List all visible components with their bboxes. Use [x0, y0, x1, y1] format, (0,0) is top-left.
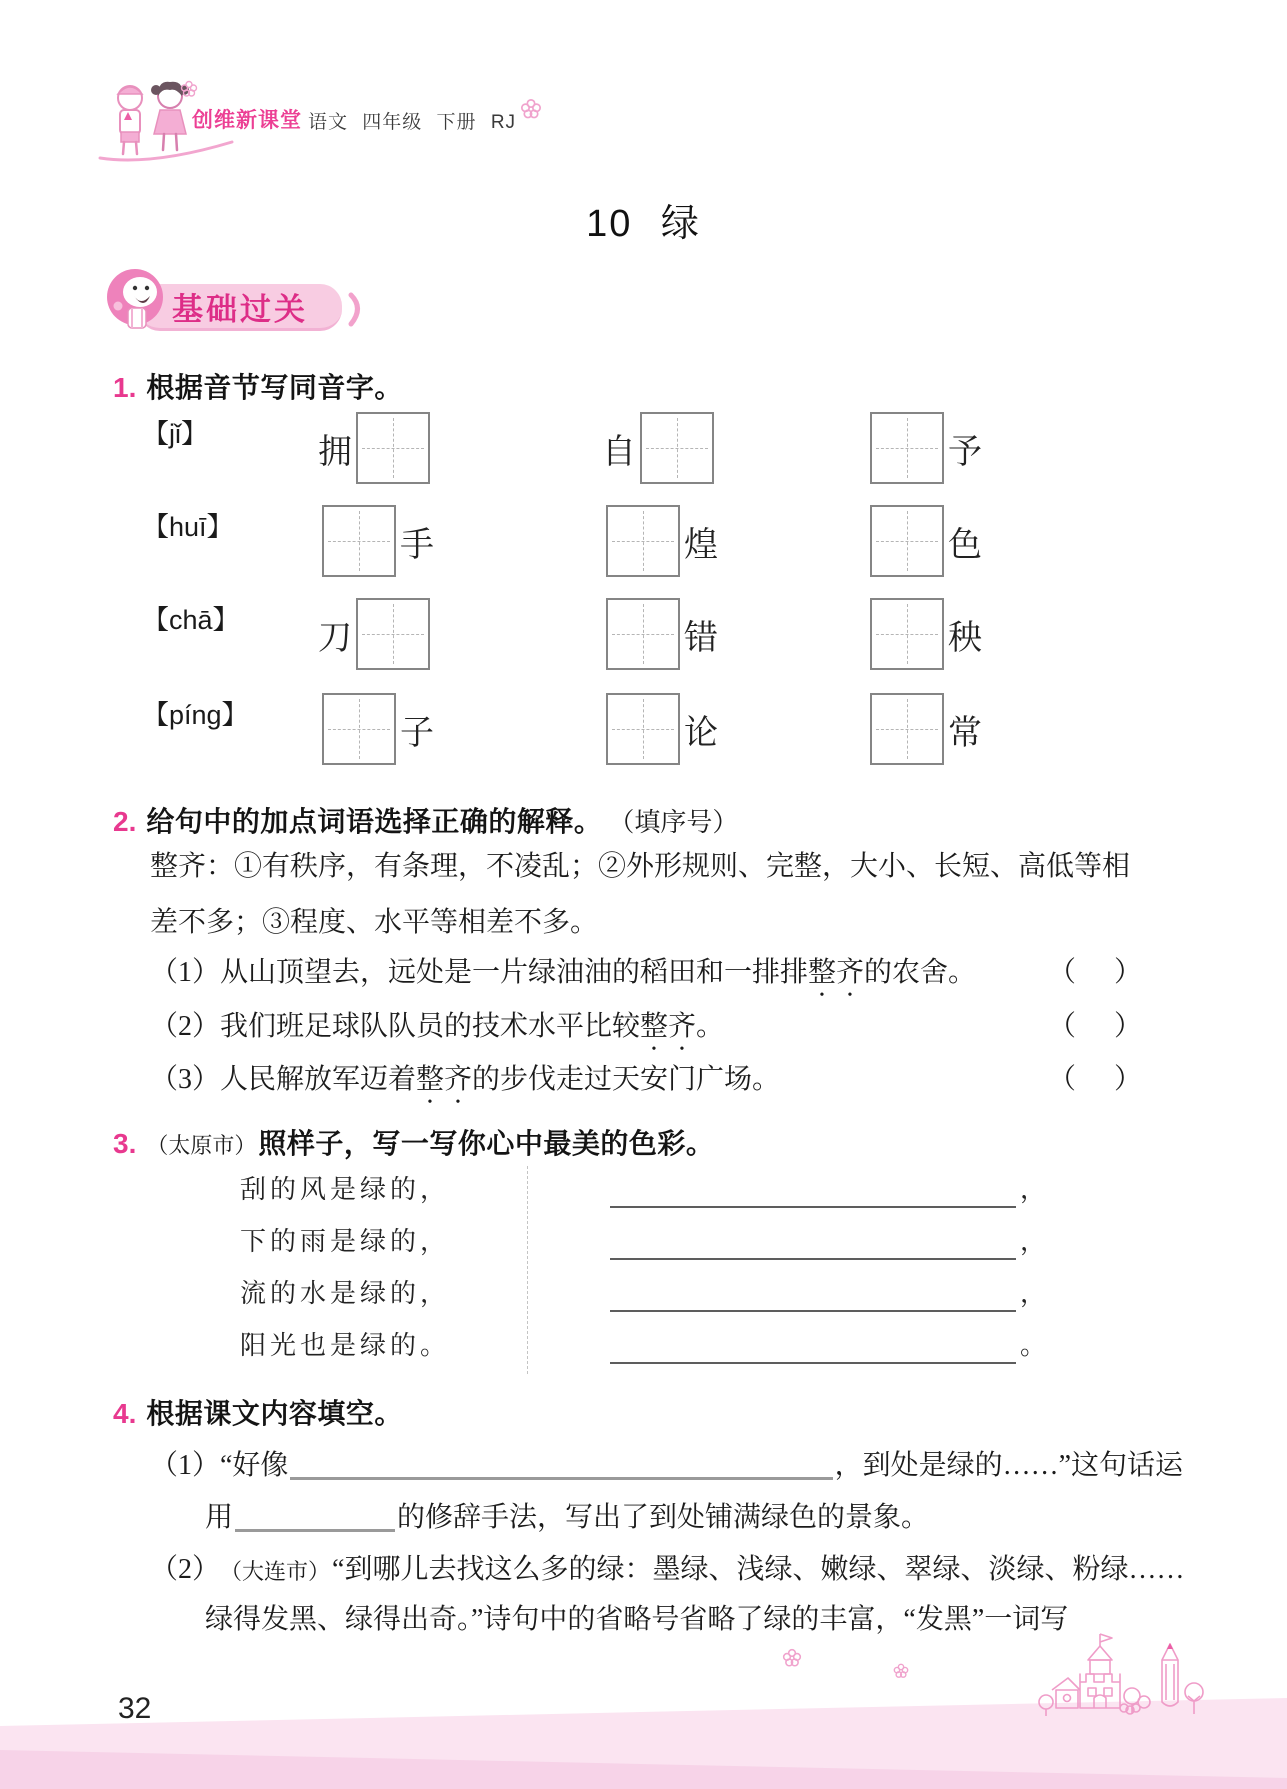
paren-open: （ — [1048, 1064, 1077, 1095]
pinyin-label: 【huī】 — [142, 512, 234, 542]
sentence-text: ，到处是绿的……”这句话运 — [834, 1450, 1183, 1481]
given-character: 秧 — [948, 619, 982, 657]
poem-example-line: 流的水是绿的， — [240, 1279, 451, 1308]
q2-note: （填序号） — [608, 808, 739, 837]
q1-number: 1. — [113, 372, 137, 403]
dotted-word: 整齐 — [808, 957, 865, 988]
given-character: 自 — [602, 433, 636, 471]
sentence-text: （1）从山顶望去，远处是一片绿油油的稻田和一排排 — [150, 957, 809, 988]
pinyin-label: 【jǐ】 — [142, 419, 208, 449]
book-subject-label: 语文 四年级 下册 RJ — [308, 112, 517, 133]
q4-source-city: （大连市） — [220, 1558, 331, 1584]
given-character: 予 — [948, 433, 982, 471]
sentence-text: （3）人民解放军迈着 — [150, 1064, 417, 1095]
given-character: 手 — [400, 526, 434, 564]
q1-title: 根据音节写同音字。 — [146, 372, 403, 403]
paren-close: ） — [1113, 1064, 1142, 1095]
blank-punctuation: ， — [1019, 1175, 1046, 1204]
sentence-text: 的农舍。 — [864, 957, 977, 988]
page-number: 32 — [118, 1692, 152, 1725]
flower-icon — [782, 1648, 802, 1668]
dotted-word: 整齐 — [640, 1011, 697, 1042]
sentence-text: 的步伐走过天安门广场。 — [472, 1064, 781, 1095]
sentence-text: 的修辞手法，写出了到处铺满绿色的景象。 — [397, 1502, 930, 1533]
blank-punctuation: ， — [1019, 1227, 1046, 1256]
flower-icon — [893, 1663, 909, 1679]
pinyin-label: 【chā】 — [142, 605, 240, 635]
blank-punctuation: 。 — [1019, 1331, 1046, 1360]
sentence-text: “到哪儿去找这么多的绿：墨绿、浅绿、嫩绿、翠绿、淡绿、粉绿…… — [332, 1554, 1185, 1585]
given-character: 子 — [400, 714, 434, 752]
given-character: 煌 — [684, 526, 718, 564]
q2-explanation-line: 整齐：①有秩序，有条理，不凌乱；②外形规则、完整，大小、长短、高低等相 — [150, 851, 1131, 882]
q4-title: 根据课文内容填空。 — [146, 1398, 403, 1429]
given-character: 色 — [948, 526, 982, 564]
sentence-text: （2）我们班足球队队员的技术水平比较 — [150, 1011, 641, 1042]
q3-source-city: （太原市） — [146, 1133, 257, 1158]
sentence-text: 。 — [696, 1011, 725, 1042]
item-number: （2） — [150, 1554, 221, 1585]
castle-pencil-trees-illustration — [1038, 1630, 1248, 1738]
section-banner-label: 基础过关 — [172, 292, 308, 327]
dotted-word: 整齐 — [416, 1064, 473, 1095]
brand-title: 创维新课堂 — [192, 109, 302, 132]
given-character: 常 — [948, 714, 982, 752]
paren-close: ） — [1113, 1011, 1142, 1042]
poem-example-line: 阳光也是绿的。 — [240, 1331, 451, 1360]
q4-number: 4. — [113, 1398, 137, 1429]
given-character: 错 — [684, 619, 718, 657]
given-character: 拥 — [318, 433, 352, 471]
paren-close: ） — [1113, 957, 1142, 988]
q2-explanation-line: 差不多；③程度、水平等相差不多。 — [150, 907, 599, 938]
q3-number: 3. — [113, 1128, 137, 1159]
sentence-text: （1）“好像 — [150, 1450, 289, 1481]
lesson-title: 10 绿 — [586, 203, 701, 245]
paren-open: （ — [1048, 1011, 1077, 1042]
q2-number: 2. — [113, 806, 137, 837]
poem-example-line: 刮的风是绿的， — [240, 1175, 451, 1204]
given-character: 论 — [684, 714, 718, 752]
sentence-text: 用 — [205, 1502, 234, 1533]
poem-example-line: 下的雨是绿的， — [240, 1227, 451, 1256]
q3-title: 照样子，写一写你心中最美的色彩。 — [258, 1128, 715, 1159]
given-character: 刀 — [318, 619, 352, 657]
pinyin-label: 【píng】 — [142, 700, 249, 730]
q4-item2-line2: 绿得发黑、绿得出奇。”诗句中的省略号省略了绿的丰富，“发黑”一词写 — [205, 1604, 1069, 1635]
blank-punctuation: ， — [1019, 1279, 1046, 1308]
paren-open: （ — [1048, 957, 1077, 988]
q2-title: 给句中的加点词语选择正确的解释。 — [146, 806, 603, 837]
